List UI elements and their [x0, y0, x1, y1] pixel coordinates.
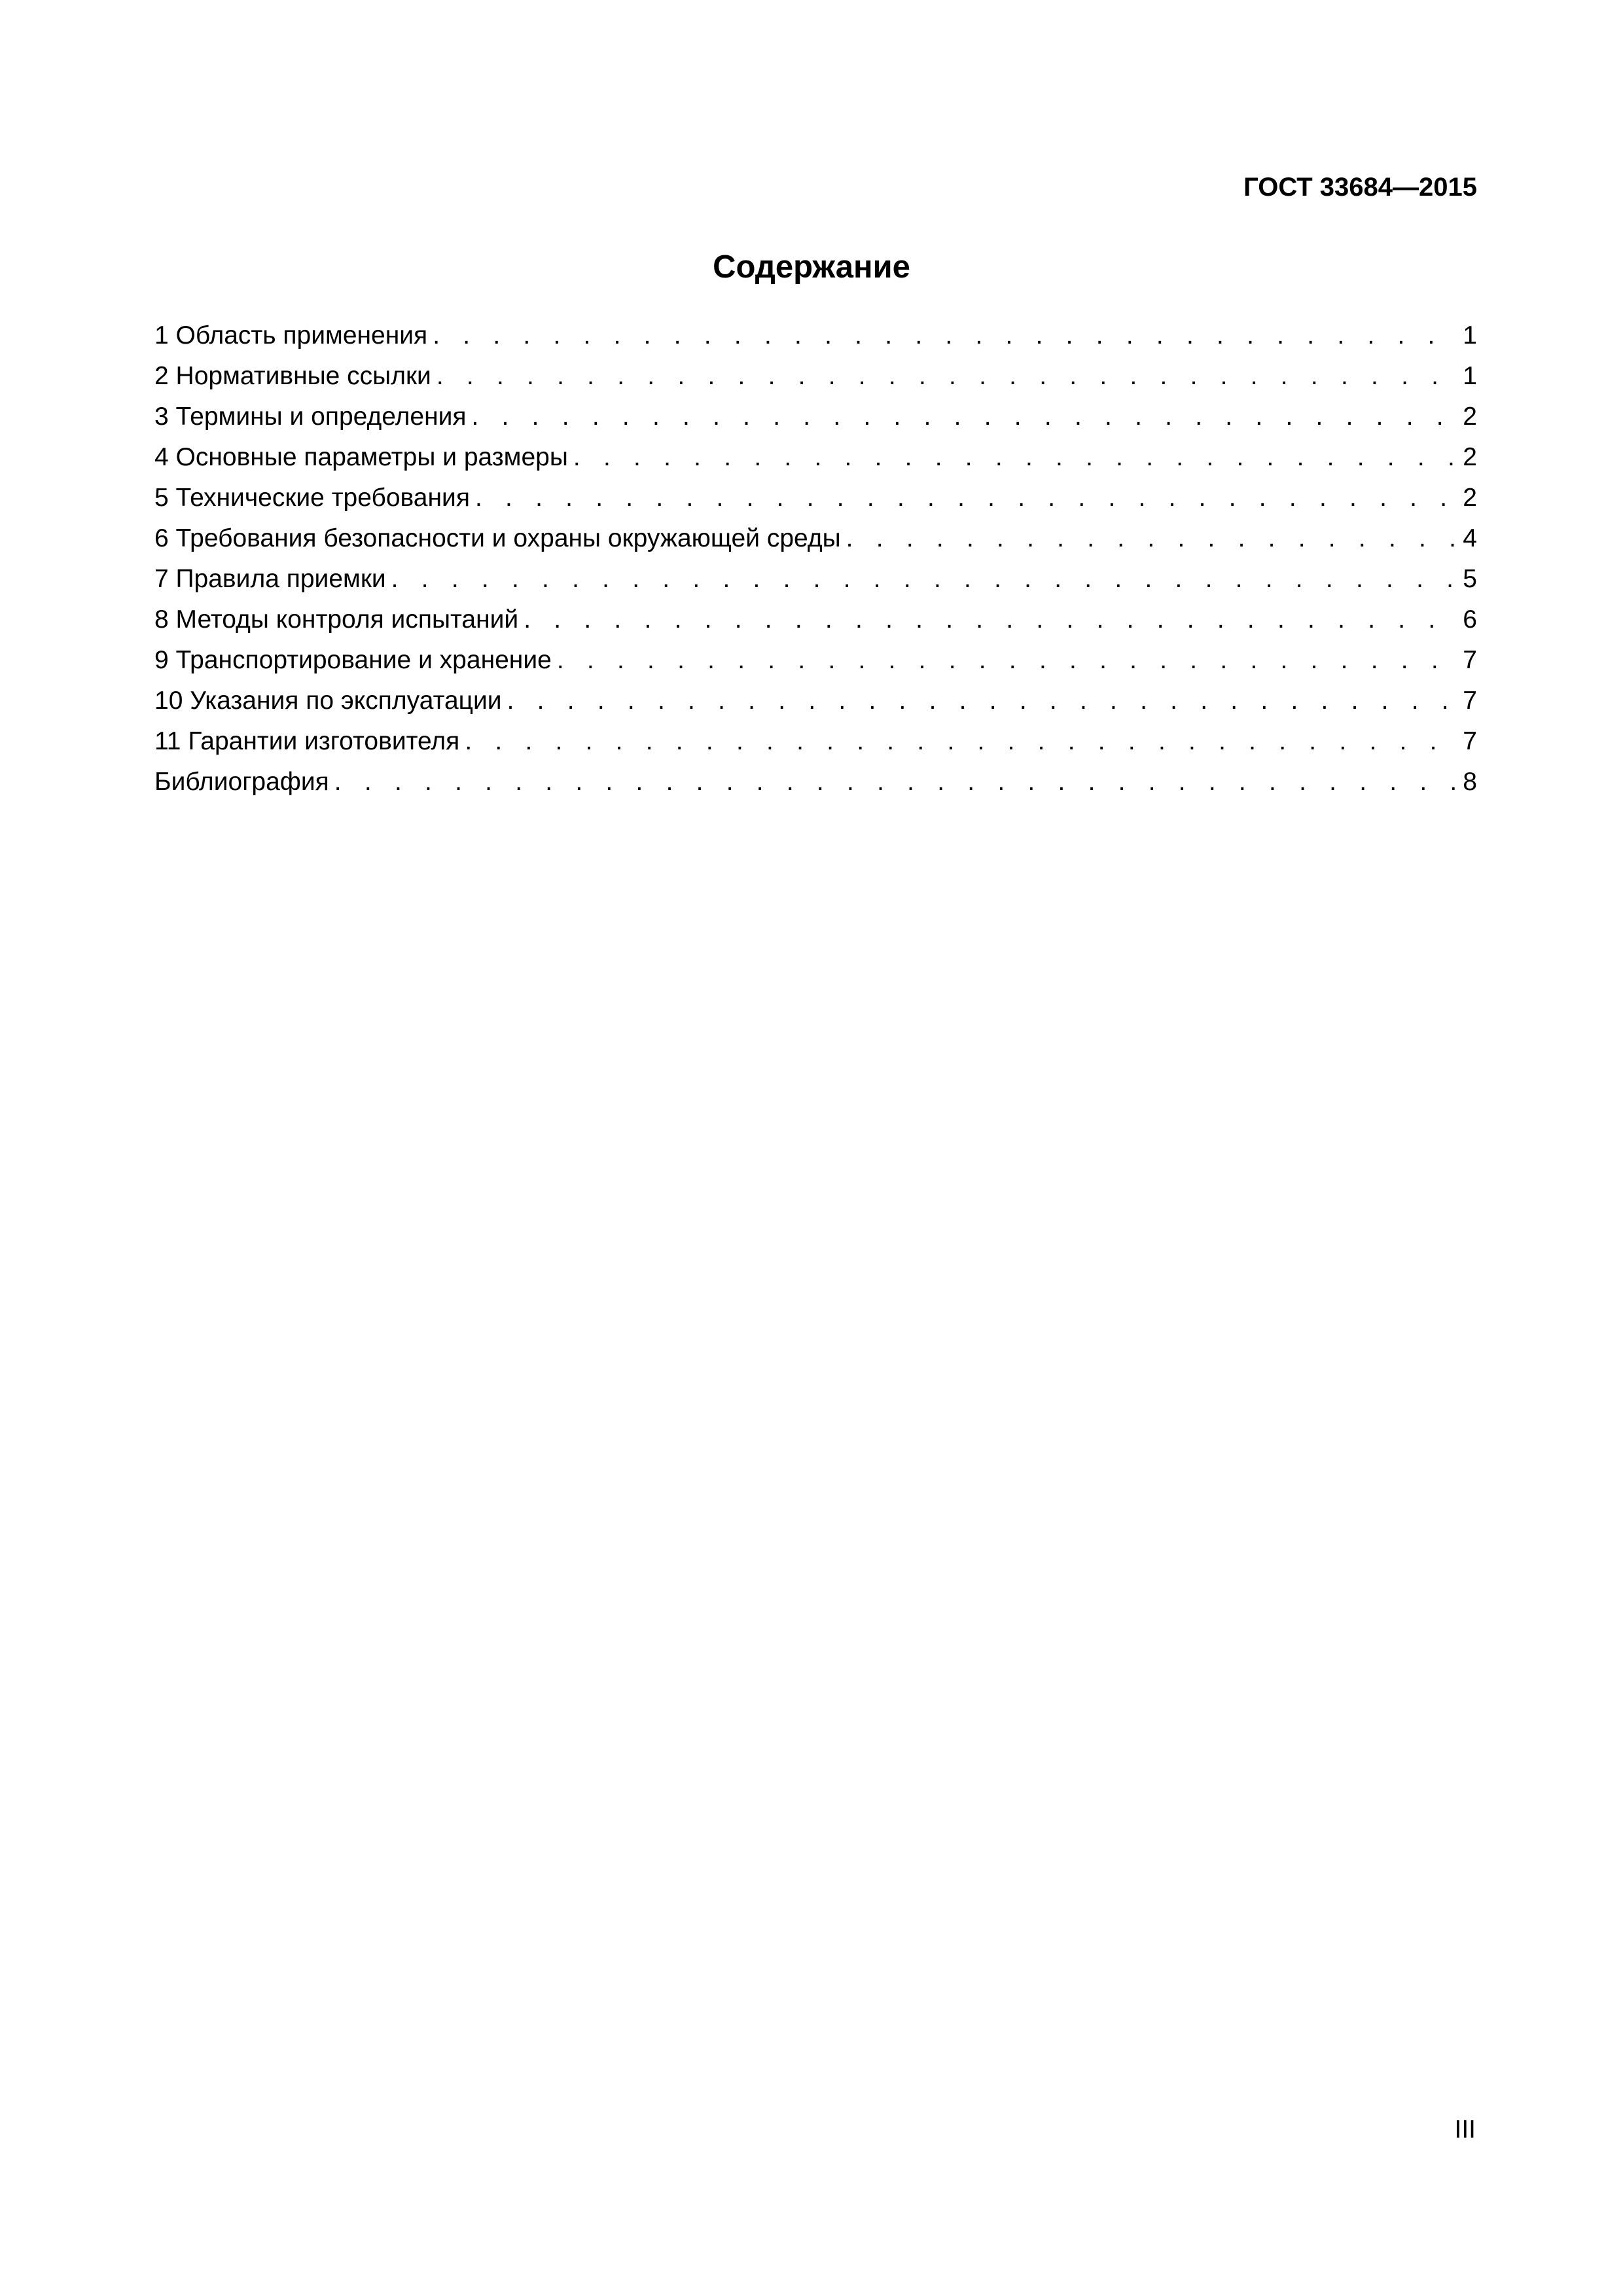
toc-entry-page: 1 [1463, 321, 1477, 350]
toc-entry-label: 4 Основные параметры и размеры [154, 443, 568, 471]
dot-leader [573, 437, 1456, 478]
dot-leader [472, 397, 1457, 437]
toc-entry-page: 2 [1463, 403, 1477, 431]
dot-leader [437, 356, 1456, 397]
page-number: III [1454, 2115, 1476, 2144]
toc-entry-safety-environment[interactable] [154, 518, 1477, 559]
toc-entry-page: 4 [1463, 524, 1477, 552]
dot-leader [475, 478, 1456, 518]
toc-entry-manufacturer-warranty[interactable] [154, 721, 1477, 762]
toc-entry-label: 8 Методы контроля испытаний [154, 605, 519, 634]
toc-entry-label: 9 Транспортирование и хранение [154, 646, 552, 674]
dot-leader [433, 315, 1456, 356]
toc-entry-test-methods[interactable] [154, 600, 1477, 640]
toc-entry-page: 1 [1463, 362, 1477, 390]
toc-entry-page: 7 [1463, 687, 1477, 715]
toc-title: Содержание [713, 249, 910, 285]
toc-entry-page: 5 [1463, 565, 1477, 593]
toc-entry-scope[interactable] [154, 315, 1477, 356]
toc-entry-page: 6 [1463, 605, 1477, 634]
toc-entry-page: 7 [1463, 646, 1477, 674]
toc-entry-page: 2 [1463, 484, 1477, 512]
toc-entry-terms-definitions[interactable] [154, 397, 1477, 437]
dot-leader [557, 640, 1456, 681]
toc-entry-label: 2 Нормативные ссылки [154, 362, 431, 390]
toc-list [154, 315, 1477, 802]
dot-leader [465, 721, 1456, 762]
toc-entry-label: 11 Гарантии изготовителя [154, 727, 460, 755]
document-code: ГОСТ 33684—2015 [1243, 173, 1477, 202]
toc-entry-page: 7 [1463, 727, 1477, 755]
toc-entry-label: 6 Требования безопасности и охраны окружающей среды [154, 524, 841, 552]
dot-leader [507, 681, 1457, 721]
toc-entry-bibliography[interactable] [154, 762, 1477, 802]
toc-entry-label: 1 Область применения [154, 321, 428, 350]
toc-entry-label: 5 Технические требования [154, 484, 470, 512]
toc-entry-label: 7 Правила приемки [154, 565, 386, 593]
toc-entry-transport-storage[interactable] [154, 640, 1477, 681]
dot-leader [524, 600, 1456, 640]
dot-leader [846, 518, 1457, 559]
toc-entry-technical-requirements[interactable] [154, 478, 1477, 518]
toc-entry-label: Библиография [154, 768, 329, 796]
toc-entry-parameters-dimensions[interactable] [154, 437, 1477, 478]
toc-entry-normative-references[interactable] [154, 356, 1477, 397]
toc-entry-operating-instructions[interactable] [154, 681, 1477, 721]
dot-leader [391, 559, 1457, 600]
toc-entry-acceptance-rules[interactable] [154, 559, 1477, 600]
toc-entry-page: 8 [1463, 768, 1477, 796]
toc-entry-label: 3 Термины и определения [154, 403, 467, 431]
toc-entry-label: 10 Указания по эксплуатации [154, 687, 502, 715]
dot-leader [334, 762, 1457, 802]
toc-entry-page: 2 [1463, 443, 1477, 471]
